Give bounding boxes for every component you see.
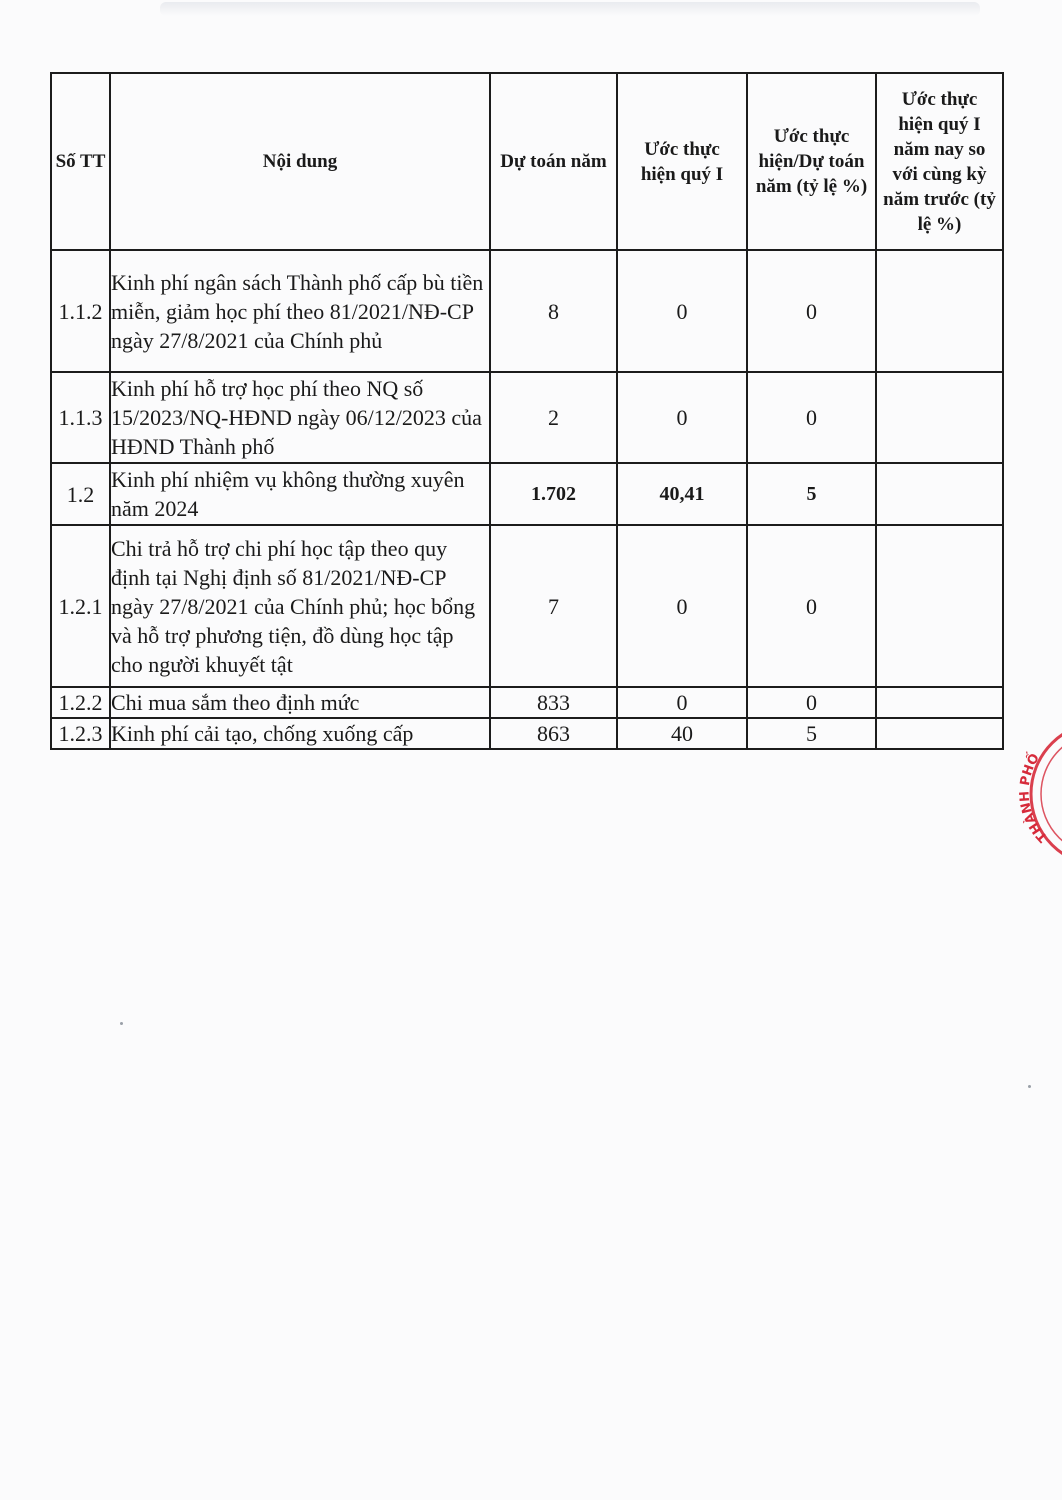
row-content: Kinh phí hỗ trợ học phí theo NQ số 15/2023/NQ-HĐND ngày 06/12/2023 của HĐND Thành phố bbox=[110, 372, 490, 463]
row-content: Kinh phí cải tạo, chống xuống cấp bbox=[110, 718, 490, 749]
header-content: Nội dung bbox=[110, 73, 490, 250]
row-ratio-budget: 0 bbox=[747, 525, 876, 687]
scan-speck bbox=[1028, 1085, 1031, 1088]
header-ratio-budget: Ước thực hiện/Dự toán năm (tỷ lệ %) bbox=[747, 73, 876, 250]
row-content: Chi mua sắm theo định mức bbox=[110, 687, 490, 718]
row-budget: 863 bbox=[490, 718, 617, 749]
row-ratio-budget: 5 bbox=[747, 463, 876, 525]
row-q1-estimate: 40,41 bbox=[617, 463, 747, 525]
scan-shadow bbox=[160, 2, 980, 16]
row-q1-estimate: 40 bbox=[617, 718, 747, 749]
stamp-text-path: THÀNH PHỐ bbox=[1017, 751, 1051, 845]
row-ratio-budget: 0 bbox=[747, 372, 876, 463]
header-q1-estimate: Ước thực hiện quý I bbox=[617, 73, 747, 250]
row-stt: 1.2.1 bbox=[51, 525, 110, 687]
row-budget: 833 bbox=[490, 687, 617, 718]
row-ratio-budget: 0 bbox=[747, 250, 876, 372]
table-row bbox=[51, 718, 1003, 749]
row-content: Kinh phí nhiệm vụ không thường xuyên năm 2024 bbox=[110, 463, 490, 525]
row-ratio-last-year bbox=[876, 525, 1003, 687]
row-stt: 1.2.2 bbox=[51, 687, 110, 718]
row-budget: 8 bbox=[490, 250, 617, 372]
table-row bbox=[51, 372, 1003, 463]
header-stt: Số TT bbox=[51, 73, 110, 250]
table-row bbox=[51, 687, 1003, 718]
budget-table bbox=[50, 72, 1004, 750]
row-content: Kinh phí ngân sách Thành phố cấp bù tiền miễn, giảm học phí theo 81/2021/NĐ-CP ngày 27/8/2021 của Chính phủ bbox=[110, 250, 490, 372]
row-stt: 1.1.3 bbox=[51, 372, 110, 463]
row-ratio-budget: 5 bbox=[747, 718, 876, 749]
row-budget: 1.702 bbox=[490, 463, 617, 525]
scan-speck bbox=[120, 1022, 123, 1025]
stamp-outer-ring bbox=[1031, 722, 1062, 866]
official-seal-stamp bbox=[1008, 722, 1062, 872]
row-ratio-last-year bbox=[876, 687, 1003, 718]
table-row bbox=[51, 525, 1003, 687]
row-ratio-budget: 0 bbox=[747, 687, 876, 718]
table-row bbox=[51, 463, 1003, 525]
row-stt: 1.2.3 bbox=[51, 718, 110, 749]
row-ratio-last-year bbox=[876, 250, 1003, 372]
stamp-text bbox=[1017, 750, 1050, 845]
row-q1-estimate: 0 bbox=[617, 687, 747, 718]
row-stt: 1.1.2 bbox=[51, 250, 110, 372]
row-budget: 7 bbox=[490, 525, 617, 687]
row-budget: 2 bbox=[490, 372, 617, 463]
table-row bbox=[51, 250, 1003, 372]
header-budget: Dự toán năm bbox=[490, 73, 617, 250]
row-q1-estimate: 0 bbox=[617, 372, 747, 463]
row-ratio-last-year bbox=[876, 718, 1003, 749]
table-header-row bbox=[51, 73, 1003, 250]
row-stt: 1.2 bbox=[51, 463, 110, 525]
row-content: Chi trả hỗ trợ chi phí học tập theo quy định tại Nghị định số 81/2021/NĐ-CP ngày 27/8/2021 của Chính phủ; học bổng và hỗ trợ phương tiện, đồ dùng học tập cho người khuyết tật bbox=[110, 525, 490, 687]
header-ratio-last-year: Ước thực hiện quý I năm nay so với cùng kỳ năm trước (tỷ lệ %) bbox=[876, 73, 1003, 250]
row-ratio-last-year bbox=[876, 463, 1003, 525]
row-q1-estimate: 0 bbox=[617, 525, 747, 687]
row-q1-estimate: 0 bbox=[617, 250, 747, 372]
row-ratio-last-year bbox=[876, 372, 1003, 463]
